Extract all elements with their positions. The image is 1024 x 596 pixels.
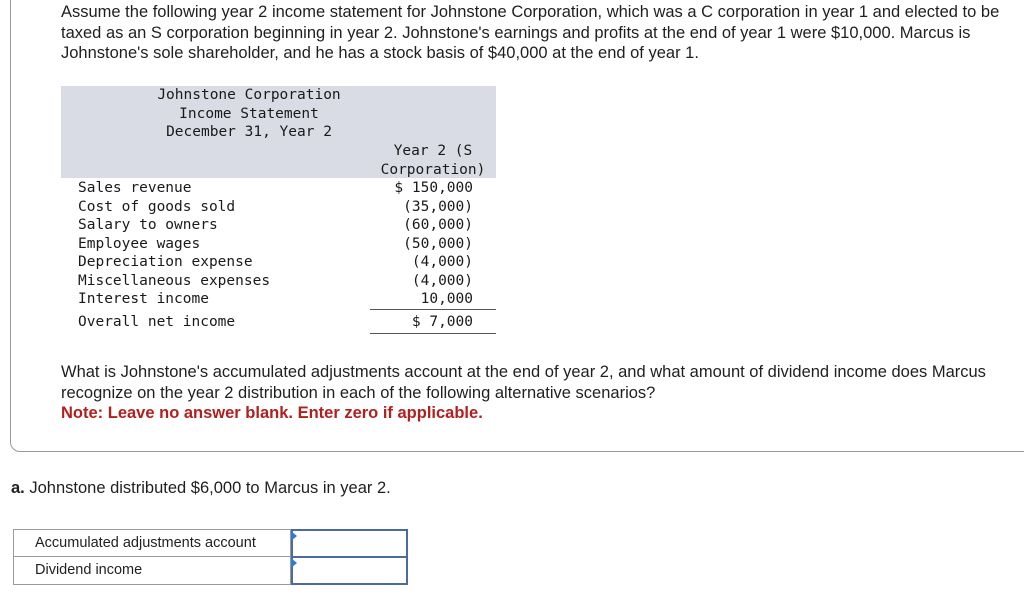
row-label-miscellaneous-expenses: Miscellaneous expenses — [78, 272, 271, 289]
statement-title — [61, 86, 437, 142]
row-label-depreciation-expense: Depreciation expense — [78, 254, 253, 270]
question-intro: Assume the following year 2 income statement for Johnstone Corporation, which was a C corporation in year 1 and elected to be taxed as an S corporation beginning in year 2. Johnstone's earnings and profits at the end of year 1 were $10,000. Marcus is Johnstone's sole shareholder, and he has a stock basis of $40,000 at the end of year 1. — [61, 3, 1000, 62]
statement-name: Income Statement — [179, 105, 319, 122]
row-amount-employee-wages: (50,000) — [403, 235, 473, 252]
dividend-income-input[interactable] — [291, 556, 408, 585]
column-header-line: Corporation) — [380, 161, 486, 178]
prompt-text: What is Johnstone's accumulated adjustments account at the end of year 2, and what amount of dividend income does Marcus recognize on the year 2 distribution in each of the following alternative scenarios? — [61, 363, 986, 402]
statement-company: Johnstone Corporation — [157, 87, 341, 103]
column-header — [371, 142, 495, 179]
answer-row-dividend-income — [13, 557, 408, 585]
dividend-income-label: Dividend income — [13, 557, 291, 585]
row-amount-overall-net-income: $ 7,000 — [411, 314, 473, 330]
scenario-letter: a. — [11, 479, 25, 497]
required-flag-icon — [291, 531, 297, 541]
scenario-a — [11, 478, 391, 498]
row-label-salary-to-owners: Salary to owners — [78, 217, 218, 233]
row-amount-cost-of-goods-sold: (35,000) — [403, 198, 473, 215]
scenario-text: Johnstone distributed $6,000 to Marcus in year 2. — [29, 479, 391, 497]
income-statement — [61, 86, 496, 333]
row-amount-salary-to-owners: (60,000) — [403, 217, 473, 233]
accumulated-adjustments-label: Accumulated adjustments account — [13, 529, 291, 557]
total-rule — [370, 333, 496, 334]
required-flag-icon — [291, 558, 297, 568]
row-label-cost-of-goods-sold: Cost of goods sold — [78, 198, 236, 215]
row-label-overall-net-income: Overall net income — [78, 314, 236, 330]
row-label-interest-income: Interest income — [78, 291, 209, 307]
answer-table — [13, 529, 408, 585]
row-amount-interest-income: 10,000 — [420, 291, 473, 307]
column-header-line: Year 2 (S — [393, 143, 473, 159]
row-amount-miscellaneous-expenses: (4,000) — [411, 272, 473, 289]
answer-note: Note: Leave no answer blank. Enter zero if applicable. — [61, 404, 483, 422]
row-label-sales-revenue: Sales revenue — [78, 180, 192, 196]
statement-date: December 31, Year 2 — [166, 124, 332, 140]
subtotal-rule — [370, 309, 496, 310]
row-amount-sales-revenue: $ 150,000 — [394, 180, 473, 196]
accumulated-adjustments-input[interactable] — [291, 529, 408, 558]
row-amount-depreciation-expense: (4,000) — [411, 254, 473, 270]
row-label-employee-wages: Employee wages — [78, 235, 201, 252]
answer-row-accumulated-adjustments — [13, 529, 408, 557]
question-prompt — [61, 362, 1001, 424]
